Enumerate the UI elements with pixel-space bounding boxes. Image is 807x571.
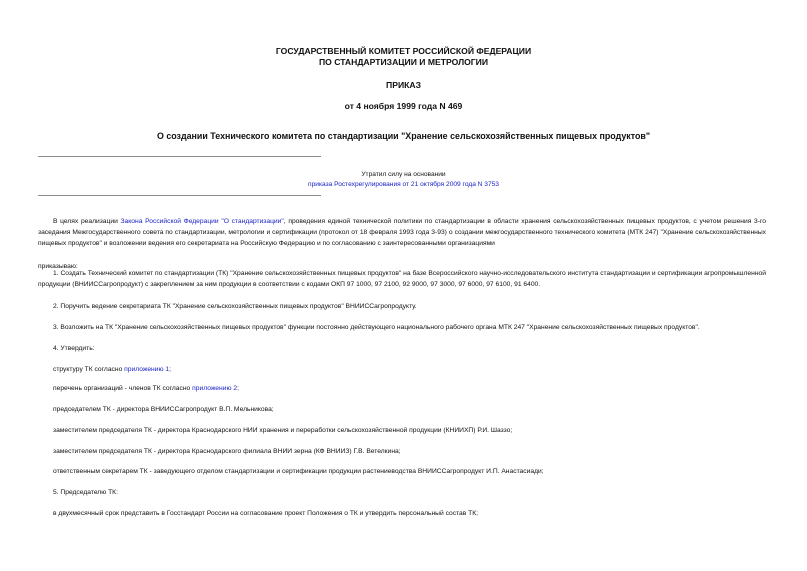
item-3: 3. Возложить на ТК "Хранение сельскохозяйственных пищевых продуктов" функции постоянно действующего национального рабочего органа МТК 247 "Хранение сельскохозяйственных пищевых продуктов". — [53, 324, 700, 331]
item-4: 4. Утвердить: — [53, 345, 95, 352]
members-line — [53, 384, 781, 393]
structure-text: структуру ТК согласно — [53, 366, 125, 373]
standardization-law-link[interactable]: Закона Российской Федерации "О стандартизации" — [120, 218, 284, 225]
chairman-line: председателем ТК - директора ВНИИССагропродукт В.П. Мельникова; — [53, 406, 274, 413]
appendix-1-link[interactable]: приложению 1 — [124, 366, 170, 373]
members-end: ; — [237, 385, 239, 392]
divider-bottom — [38, 195, 321, 196]
document-type: ПРИКАЗ — [386, 80, 421, 90]
item-2: 2. Поручить ведение секретариата ТК "Хранение сельскохозяйственных пищевых продуктов" ВНИИССагропродукту. — [53, 303, 417, 310]
deputy-1-line: заместителем председателя ТК - директора Краснодарского НИИ хранения и переработки сельскохозяйственной продукции (КНИИХП) Р.И. Шаззо; — [53, 427, 513, 434]
committee-name-line2: ПО СТАНДАРТИЗАЦИИ И МЕТРОЛОГИИ — [318, 57, 489, 67]
structure-line — [53, 365, 781, 374]
document-date: от 4 ноября 1999 года N 469 — [344, 101, 463, 111]
orders-label: приказываю: — [38, 263, 78, 270]
appendix-2-link[interactable]: приложению 2 — [192, 385, 238, 392]
repeal-order-link[interactable]: приказа Ростехрегулирования от 21 октября 2009 года N 3753 — [308, 181, 499, 188]
item-5: 5. Председателю ТК: — [53, 489, 118, 496]
preamble-rest: , проведения единой технической политики по стандартизации в области хранения сельскохозяйственных пищевых продуктов, с учетом решения 3-го заседания Межгосударственного совета по стандартизации, метрологии и сертификации (протокол от 18 февраля 1993 года 3-93) о создании межгосударственного технического комитета (МТК 247) "Хранение сельскохозяйственных пищевых продуктов" и возложении ведения его секретариата на Российскую Федерацию и по согласованию с заинтересованными организациями — [38, 218, 766, 247]
status-note-text: Утратил силу на основании — [361, 171, 446, 178]
deputy-2-line: заместителем председателя ТК - директора Краснодарского филиала ВНИИ зерна (КФ ВНИИЗ) Г.В. Ветелкина; — [53, 448, 401, 455]
item-1: 1. Создать Технический комитет по стандартизации (ТК) "Хранение сельскохозяйственных пищевых продуктов" на базе Всероссийского научно-исследовательского института стандартизации и сертификации агропромышленной продукции (ВНИИССагропродукт) с закреплением за ним продукции в соответствии с кодами ОКП 97 1000, 97 2100, 92 9000, 97 3000, 97 6000, 97 6100, 91 6400. — [38, 270, 766, 288]
item-5-text: в двухмесячный срок представить в Госстандарт России на согласование проект Положения о ТК и утвердить персональный состав ТК; — [53, 510, 479, 517]
status-note-row — [0, 180, 807, 189]
committee-name-line1: ГОСУДАРСТВЕННЫЙ КОМИТЕТ РОССИЙСКОЙ ФЕДЕРАЦИИ — [275, 46, 532, 56]
divider-top — [38, 156, 321, 157]
secretary-line: ответственным секретарем ТК - заведующего отделом стандартизации и сертификации продукции растениеводства ВНИИССагропродукт И.П. Анастасиади; — [53, 468, 544, 475]
preamble-paragraph — [38, 216, 766, 249]
structure-end: ; — [169, 366, 171, 373]
preamble-start: В целях реализации — [53, 218, 121, 225]
members-text: перечень организаций - членов ТК согласно — [53, 385, 193, 392]
document-title: О создании Технического комитета по стандартизации "Хранение сельскохозяйственных пищевых продуктов" — [156, 131, 651, 141]
